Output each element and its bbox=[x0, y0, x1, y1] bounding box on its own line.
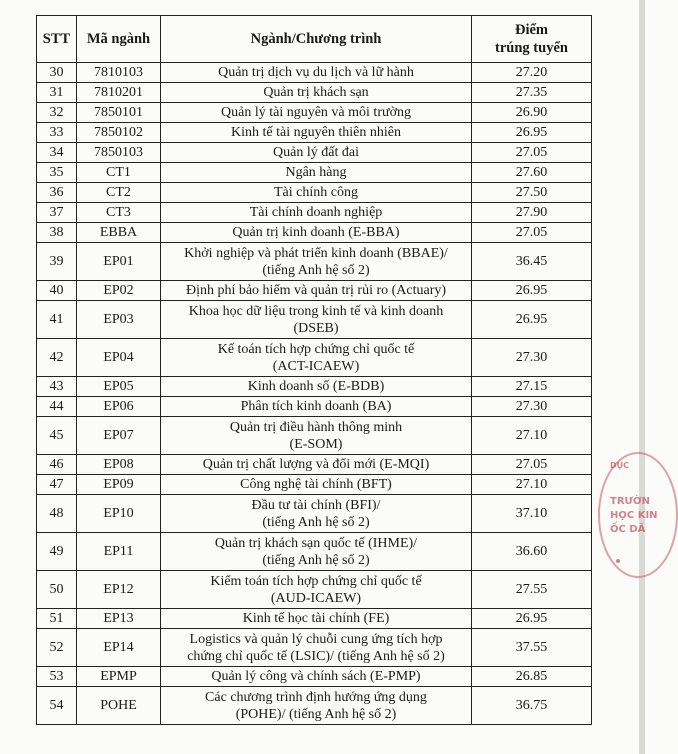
program-line: Định phí bảo hiểm và quản trị rủi ro (Actuary) bbox=[185, 283, 447, 298]
program-line: Đầu tư tài chính (BFI)/ bbox=[251, 497, 381, 513]
program-line: Kinh tế tài nguyên thiên nhiên bbox=[231, 125, 401, 140]
program-line: (AUD-ICAEW) bbox=[270, 590, 362, 606]
cell-stt: 48 bbox=[37, 495, 77, 533]
program-line: Quản trị điều hành thông minh bbox=[229, 419, 403, 435]
table-row bbox=[37, 183, 592, 203]
cell-code: EP04 bbox=[77, 339, 161, 377]
header-code: Mã ngành bbox=[77, 16, 161, 63]
cell-stt: 50 bbox=[37, 571, 77, 609]
cell-program bbox=[161, 475, 472, 495]
table-row bbox=[37, 475, 592, 495]
cell-code: EBBA bbox=[77, 223, 161, 243]
program-line: Quản lý tài nguyên và môi trường bbox=[221, 105, 411, 120]
header-program: Ngành/Chương trình bbox=[161, 16, 472, 63]
cell-program bbox=[161, 163, 472, 183]
cell-program bbox=[161, 667, 472, 687]
program-line: Quản trị kinh doanh (E-BBA) bbox=[232, 225, 400, 240]
cell-program bbox=[161, 63, 472, 83]
cell-score: 27.10 bbox=[472, 475, 592, 495]
cell-stt: 32 bbox=[37, 103, 77, 123]
table-row bbox=[37, 143, 592, 163]
cell-stt: 38 bbox=[37, 223, 77, 243]
program-line: (ACT-ICAEW) bbox=[272, 358, 360, 374]
program-line: (DSEB) bbox=[293, 320, 339, 336]
table-row bbox=[37, 377, 592, 397]
program-line: Tài chính công bbox=[274, 185, 358, 200]
cell-stt: 34 bbox=[37, 143, 77, 163]
cell-program bbox=[161, 203, 472, 223]
cell-program bbox=[161, 123, 472, 143]
cell-score: 27.05 bbox=[472, 143, 592, 163]
cell-program bbox=[161, 495, 472, 533]
table-row bbox=[37, 417, 592, 455]
cell-stt: 37 bbox=[37, 203, 77, 223]
cell-stt: 33 bbox=[37, 123, 77, 143]
cell-score: 27.15 bbox=[472, 377, 592, 397]
program-line: Quản trị khách sạn quốc tế (IHME)/ bbox=[214, 535, 418, 551]
program-line: Kiểm toán tích hợp chứng chỉ quốc tế bbox=[210, 573, 422, 589]
header-score-line2: trúng tuyển bbox=[495, 40, 568, 56]
table-row bbox=[37, 667, 592, 687]
cell-stt: 36 bbox=[37, 183, 77, 203]
page-edge bbox=[639, 0, 645, 754]
table-row bbox=[37, 533, 592, 571]
table-row bbox=[37, 301, 592, 339]
cell-code: EP11 bbox=[77, 533, 161, 571]
cell-program bbox=[161, 609, 472, 629]
cell-program bbox=[161, 281, 472, 301]
stamp-text: DỤC bbox=[610, 461, 630, 470]
cell-program bbox=[161, 687, 472, 725]
program-line: Logistics và quản lý chuỗi cung ứng tích hợp bbox=[189, 631, 443, 647]
header-score bbox=[472, 16, 592, 63]
program-line: (tiếng Anh hệ số 2) bbox=[262, 262, 370, 278]
cell-program bbox=[161, 243, 472, 281]
table-row bbox=[37, 455, 592, 475]
cell-score: 27.50 bbox=[472, 183, 592, 203]
cell-code: 7850101 bbox=[77, 103, 161, 123]
cell-stt: 45 bbox=[37, 417, 77, 455]
cell-stt: 51 bbox=[37, 609, 77, 629]
cell-score: 27.20 bbox=[472, 63, 592, 83]
cell-score: 36.75 bbox=[472, 687, 592, 725]
cell-code: EP01 bbox=[77, 243, 161, 281]
cell-stt: 52 bbox=[37, 629, 77, 667]
cell-code: POHE bbox=[77, 687, 161, 725]
table-row bbox=[37, 571, 592, 609]
cell-score: 27.10 bbox=[472, 417, 592, 455]
cell-score: 27.35 bbox=[472, 83, 592, 103]
program-line: (tiếng Anh hệ số 2) bbox=[262, 514, 370, 530]
cell-program bbox=[161, 571, 472, 609]
table-row bbox=[37, 281, 592, 301]
stamp-text: TRƯỜN bbox=[610, 496, 650, 507]
program-line: Quản lý đất đai bbox=[273, 145, 359, 160]
cell-code: EP09 bbox=[77, 475, 161, 495]
stamp-text: ỐC DÂ bbox=[610, 524, 646, 535]
cell-code: EP03 bbox=[77, 301, 161, 339]
table-row bbox=[37, 123, 592, 143]
cell-code: EP12 bbox=[77, 571, 161, 609]
stamp-text: HỌC KIN bbox=[610, 510, 658, 521]
program-line: Các chương trình định hướng ứng dụng bbox=[205, 689, 427, 705]
table-row bbox=[37, 495, 592, 533]
cell-stt: 44 bbox=[37, 397, 77, 417]
university-seal-stamp bbox=[598, 452, 678, 578]
cell-program bbox=[161, 397, 472, 417]
table-row bbox=[37, 243, 592, 281]
cell-code: EP07 bbox=[77, 417, 161, 455]
program-line: (tiếng Anh hệ số 2) bbox=[262, 552, 370, 568]
program-line: Khoa học dữ liệu trong kinh tế và kinh doanh bbox=[188, 303, 444, 319]
cell-program bbox=[161, 83, 472, 103]
cell-program bbox=[161, 377, 472, 397]
cell-score: 36.60 bbox=[472, 533, 592, 571]
cell-score: 27.05 bbox=[472, 223, 592, 243]
cell-program bbox=[161, 183, 472, 203]
table-row bbox=[37, 629, 592, 667]
cell-code: EP06 bbox=[77, 397, 161, 417]
program-line: Tài chính doanh nghiệp bbox=[249, 205, 383, 220]
cell-score: 26.90 bbox=[472, 103, 592, 123]
cell-stt: 39 bbox=[37, 243, 77, 281]
cell-code: 7810103 bbox=[77, 63, 161, 83]
table-row bbox=[37, 63, 592, 83]
cell-program bbox=[161, 339, 472, 377]
cell-stt: 35 bbox=[37, 163, 77, 183]
cell-stt: 31 bbox=[37, 83, 77, 103]
cell-code: EP02 bbox=[77, 281, 161, 301]
program-line: Kinh doanh số (E-BDB) bbox=[247, 379, 385, 394]
cell-stt: 42 bbox=[37, 339, 77, 377]
cell-score: 26.95 bbox=[472, 123, 592, 143]
program-line: chứng chỉ quốc tế (LSIC)/ (tiếng Anh hệ số 2) bbox=[187, 648, 445, 664]
cell-score: 26.85 bbox=[472, 667, 592, 687]
cell-score: 37.10 bbox=[472, 495, 592, 533]
cell-code: EPMP bbox=[77, 667, 161, 687]
cell-stt: 53 bbox=[37, 667, 77, 687]
cell-program bbox=[161, 533, 472, 571]
admission-score-table bbox=[36, 15, 592, 725]
table-row bbox=[37, 609, 592, 629]
cell-stt: 41 bbox=[37, 301, 77, 339]
cell-score: 36.45 bbox=[472, 243, 592, 281]
cell-code: CT3 bbox=[77, 203, 161, 223]
cell-program bbox=[161, 629, 472, 667]
cell-stt: 49 bbox=[37, 533, 77, 571]
cell-stt: 54 bbox=[37, 687, 77, 725]
cell-score: 27.60 bbox=[472, 163, 592, 183]
program-line: Quản trị chất lượng và đổi mới (E-MQI) bbox=[202, 457, 430, 472]
header-row bbox=[37, 16, 592, 63]
stamp-dot bbox=[616, 559, 620, 563]
table-row bbox=[37, 223, 592, 243]
cell-score: 27.05 bbox=[472, 455, 592, 475]
cell-score: 27.55 bbox=[472, 571, 592, 609]
cell-code: 7810201 bbox=[77, 83, 161, 103]
cell-program bbox=[161, 455, 472, 475]
cell-program bbox=[161, 103, 472, 123]
table-row bbox=[37, 203, 592, 223]
cell-score: 26.95 bbox=[472, 281, 592, 301]
program-line: Khởi nghiệp và phát triển kinh doanh (BBAE)/ bbox=[184, 245, 448, 261]
cell-score: 27.30 bbox=[472, 397, 592, 417]
cell-program bbox=[161, 223, 472, 243]
cell-stt: 43 bbox=[37, 377, 77, 397]
program-line: Công nghệ tài chính (BFT) bbox=[240, 477, 392, 492]
table-row bbox=[37, 163, 592, 183]
cell-stt: 30 bbox=[37, 63, 77, 83]
table-row bbox=[37, 397, 592, 417]
program-line: (E-SOM) bbox=[289, 436, 343, 452]
program-line: Phân tích kinh doanh (BA) bbox=[240, 399, 392, 414]
header-stt: STT bbox=[37, 16, 77, 63]
cell-code: 7850102 bbox=[77, 123, 161, 143]
cell-code: 7850103 bbox=[77, 143, 161, 163]
cell-code: CT1 bbox=[77, 163, 161, 183]
cell-score: 26.95 bbox=[472, 301, 592, 339]
program-line: Kế toán tích hợp chứng chỉ quốc tế bbox=[217, 341, 415, 357]
program-line: Quản trị dịch vụ du lịch và lữ hành bbox=[218, 65, 414, 80]
table-row bbox=[37, 339, 592, 377]
program-line: Quản lý công và chính sách (E-PMP) bbox=[211, 669, 421, 684]
program-line: (POHE)/ (tiếng Anh hệ số 2) bbox=[235, 706, 397, 722]
program-line: Kinh tế học tài chính (FE) bbox=[242, 611, 390, 626]
cell-code: EP05 bbox=[77, 377, 161, 397]
program-line: Ngân hàng bbox=[285, 165, 347, 180]
cell-code: EP13 bbox=[77, 609, 161, 629]
cell-code: EP14 bbox=[77, 629, 161, 667]
cell-program bbox=[161, 417, 472, 455]
cell-code: EP08 bbox=[77, 455, 161, 475]
header-score-line1: Điểm bbox=[514, 22, 548, 38]
cell-score: 27.90 bbox=[472, 203, 592, 223]
cell-score: 26.95 bbox=[472, 609, 592, 629]
cell-code: EP10 bbox=[77, 495, 161, 533]
table-row bbox=[37, 687, 592, 725]
cell-stt: 40 bbox=[37, 281, 77, 301]
cell-program bbox=[161, 301, 472, 339]
cell-stt: 46 bbox=[37, 455, 77, 475]
program-line: Quản trị khách sạn bbox=[263, 85, 369, 100]
table-row bbox=[37, 103, 592, 123]
cell-score: 27.30 bbox=[472, 339, 592, 377]
cell-program bbox=[161, 143, 472, 163]
cell-stt: 47 bbox=[37, 475, 77, 495]
table-row bbox=[37, 83, 592, 103]
cell-code: CT2 bbox=[77, 183, 161, 203]
cell-score: 37.55 bbox=[472, 629, 592, 667]
